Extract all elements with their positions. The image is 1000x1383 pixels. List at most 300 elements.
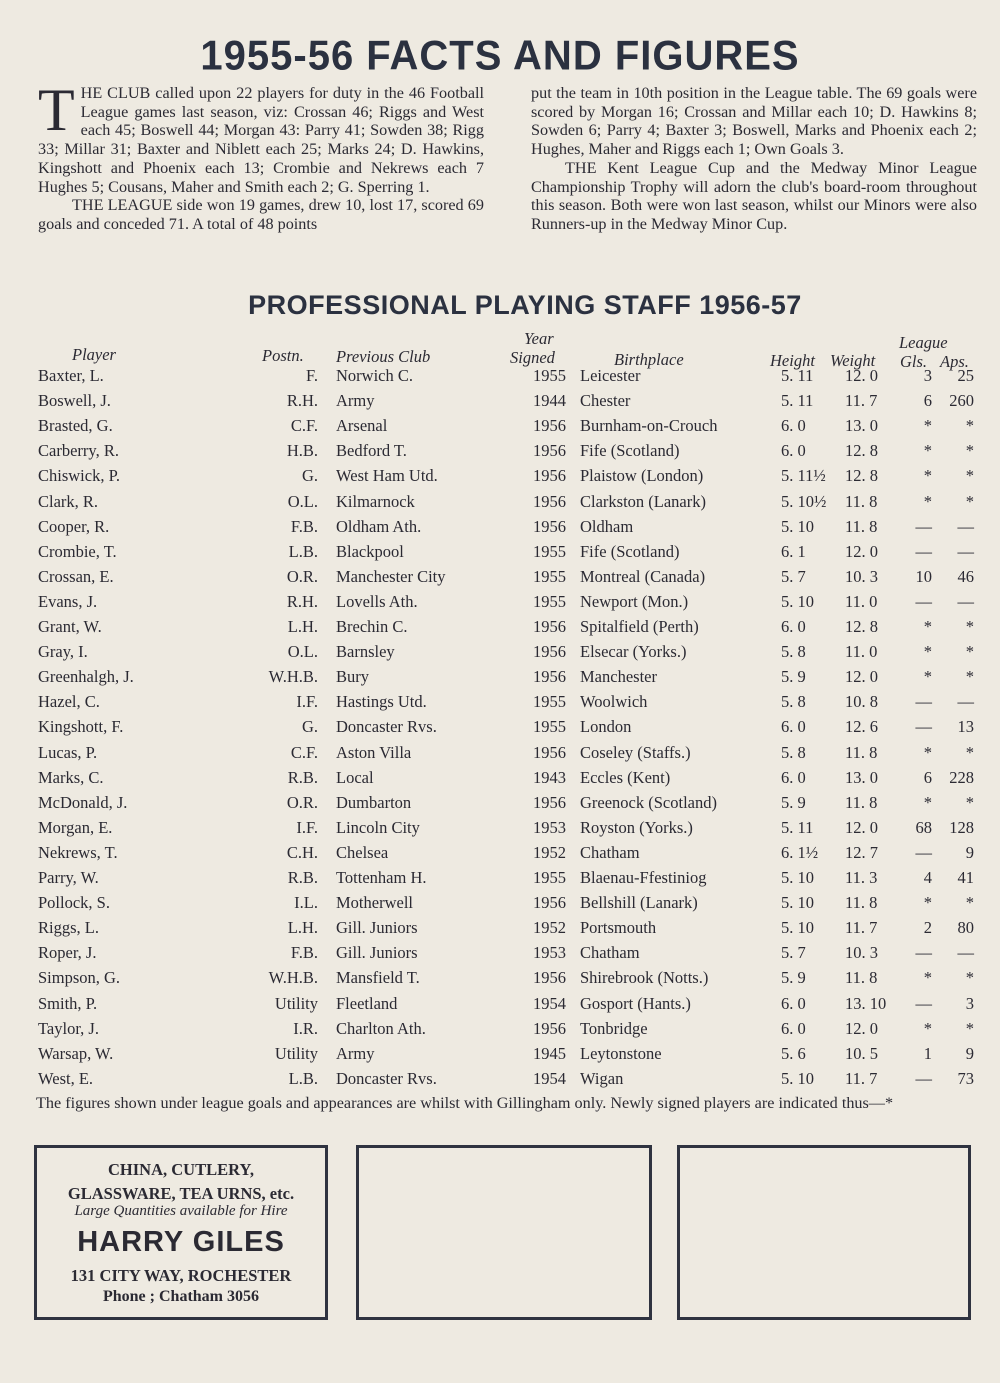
player-league-appearances: 46	[957, 566, 974, 586]
player-league-goals: —	[915, 842, 932, 862]
player-league-goals: *	[923, 642, 932, 662]
player-year-signed: 1956	[533, 617, 566, 636]
player-year-signed: 1955	[533, 366, 566, 385]
player-league-appearances: 260	[949, 391, 974, 411]
player-year-signed: 1956	[533, 516, 566, 536]
player-league-appearances: 9	[965, 842, 974, 862]
player-league-appearances: *	[965, 1018, 974, 1038]
player-league-goals: *	[923, 968, 932, 988]
player-birthplace: Fife (Scotland)	[580, 441, 680, 461]
player-league-goals: —	[915, 717, 932, 737]
player-previous-club: Arsenal	[336, 416, 388, 436]
header-player: Player	[72, 345, 116, 364]
player-previous-club: Hastings Utd.	[336, 692, 427, 712]
advert-box-blank-middle	[356, 1145, 652, 1320]
player-league-appearances: —	[957, 591, 974, 611]
player-year-signed: 1953	[533, 943, 566, 963]
player-name: Baxter, L.	[38, 366, 104, 385]
player-year-signed: 1956	[533, 893, 566, 913]
player-previous-club: Local	[336, 767, 374, 787]
player-name: Grant, W.	[38, 617, 102, 636]
player-year-signed: 1955	[533, 541, 566, 561]
player-position: C.H.	[286, 842, 318, 862]
header-previous-club: Previous Club	[336, 347, 431, 366]
player-league-appearances: *	[965, 416, 974, 436]
player-league-appearances: *	[965, 617, 974, 636]
player-birthplace: Eccles (Kent)	[580, 767, 671, 787]
intro-paragraph-trophies: THE Kent League Cup and the Medway Minor League Championship Trophy will adorn the club's board-room throughout this season. Both were won last season, whilst our Minors were also Runners-up in the Medway Minor Cup.	[531, 158, 977, 233]
player-position: O.R.	[286, 566, 318, 586]
player-position: L.B.	[288, 1068, 318, 1088]
advert-business-name: HARRY GILES	[77, 1226, 285, 1258]
player-weight: 11. 8	[845, 893, 878, 913]
player-name: Riggs, L.	[38, 918, 99, 938]
player-league-goals: —	[915, 993, 932, 1013]
player-birthplace: Gosport (Hants.)	[580, 993, 691, 1013]
player-year-signed: 1956	[533, 466, 566, 486]
player-name: Evans, J.	[38, 591, 98, 611]
player-previous-club: Blackpool	[336, 541, 404, 561]
table-row	[0, 416, 1000, 441]
player-weight: 11. 7	[845, 918, 878, 938]
player-position: G.	[301, 717, 318, 737]
advert-line-china: CHINA, CUTLERY,	[108, 1160, 254, 1179]
player-position: L.H.	[287, 918, 318, 938]
player-name: West, E.	[38, 1068, 94, 1088]
player-position: R.H.	[286, 391, 318, 411]
player-league-goals: —	[915, 692, 932, 712]
player-weight: 10. 3	[845, 943, 878, 963]
player-birthplace: Portsmouth	[580, 918, 657, 938]
player-height: 6. 1	[781, 541, 806, 561]
table-row	[0, 667, 1000, 692]
player-weight: 12. 0	[845, 1018, 878, 1038]
player-position: C.F.	[290, 742, 318, 762]
table-row	[0, 818, 1000, 843]
table-row	[0, 567, 1000, 592]
player-year-signed: 1953	[533, 817, 566, 837]
player-weight: 12. 8	[845, 617, 878, 636]
player-weight: 11. 8	[845, 968, 878, 988]
player-name: Greenhalgh, J.	[38, 667, 134, 687]
player-height: 5. 10	[781, 893, 814, 913]
advert-box-blank-right	[677, 1145, 971, 1320]
player-league-goals: *	[923, 416, 932, 436]
player-previous-club: Tottenham H.	[336, 868, 427, 887]
player-name: Hazel, C.	[38, 692, 100, 712]
player-height: 5. 6	[781, 1043, 806, 1063]
player-league-goals: 2	[923, 918, 932, 938]
header-year: Year	[524, 329, 554, 348]
player-birthplace: Leicester	[580, 366, 641, 385]
player-weight: 13. 0	[845, 416, 878, 436]
player-league-appearances: *	[965, 466, 974, 486]
player-previous-club: Doncaster Rvs.	[336, 1068, 437, 1088]
player-weight: 12. 7	[845, 842, 878, 862]
player-league-appearances: *	[965, 642, 974, 662]
player-height: 5. 11	[781, 366, 814, 385]
player-position: R.B.	[287, 868, 318, 887]
player-height: 5. 8	[781, 642, 806, 662]
player-weight: 11. 8	[845, 742, 878, 762]
player-height: 5. 9	[781, 968, 806, 988]
player-previous-club: Barnsley	[336, 642, 395, 662]
player-name: Morgan, E.	[38, 817, 113, 837]
player-height: 5. 11	[781, 817, 814, 837]
player-position: R.B.	[287, 767, 318, 787]
player-league-appearances: —	[957, 692, 974, 712]
player-birthplace: Fife (Scotland)	[580, 541, 680, 561]
player-position: I.L.	[294, 893, 318, 913]
player-birthplace: Chatham	[580, 842, 640, 862]
table-row	[0, 893, 1000, 918]
table-row	[0, 1044, 1000, 1069]
player-league-appearances: 228	[949, 767, 974, 787]
player-name: Roper, J.	[38, 943, 97, 963]
player-previous-club: Bury	[336, 667, 369, 687]
player-birthplace: Clarkston (Lanark)	[580, 491, 706, 511]
player-position: L.H.	[287, 617, 318, 636]
player-position: C.F.	[290, 416, 318, 436]
staff-title: PROFESSIONAL PLAYING STAFF 1956-57	[248, 290, 802, 320]
player-name: Gray, I.	[38, 642, 88, 662]
player-name: Crossan, E.	[38, 566, 114, 586]
player-year-signed: 1955	[533, 692, 566, 712]
player-previous-club: Motherwell	[336, 893, 413, 913]
player-league-goals: *	[923, 441, 932, 461]
player-height: 5. 8	[781, 692, 806, 712]
player-weight: 10. 5	[845, 1043, 878, 1063]
player-league-goals: 3	[923, 366, 932, 385]
player-position: W.H.B.	[268, 968, 318, 988]
player-name: Pollock, S.	[38, 893, 110, 913]
player-position: W.H.B.	[268, 667, 318, 687]
player-league-appearances: 80	[957, 918, 974, 938]
player-birthplace: Chester	[580, 391, 631, 411]
player-previous-club: Manchester City	[336, 566, 446, 586]
player-weight: 12. 6	[845, 717, 878, 737]
advert-line-hire: Large Quantities available for Hire	[74, 1203, 288, 1219]
player-position: I.F.	[296, 817, 318, 837]
player-league-goals: *	[923, 742, 932, 762]
player-height: 6. 0	[781, 767, 806, 787]
table-row	[0, 793, 1000, 818]
player-year-signed: 1956	[533, 792, 566, 812]
player-weight: 11. 0	[845, 591, 878, 611]
table-row	[0, 717, 1000, 742]
header-height: Height	[770, 351, 815, 370]
player-league-goals: *	[923, 792, 932, 812]
player-height: 5. 10	[781, 516, 814, 536]
header-weight: Weight	[830, 351, 876, 370]
player-height: 6. 0	[781, 993, 806, 1013]
player-name: Marks, C.	[38, 767, 104, 787]
player-previous-club: Dumbarton	[336, 792, 412, 812]
player-league-goals: 68	[915, 817, 932, 837]
player-birthplace: Blaenau-Ffestiniog	[580, 868, 707, 887]
player-position: H.B.	[286, 441, 318, 461]
player-previous-club: Oldham Ath.	[336, 516, 422, 536]
player-birthplace: Tonbridge	[580, 1018, 648, 1038]
table-row	[0, 843, 1000, 868]
player-weight: 12. 8	[845, 466, 878, 486]
player-name: Warsap, W.	[38, 1043, 114, 1063]
header-league: League	[899, 333, 948, 352]
player-position: G.	[301, 466, 318, 486]
player-league-appearances: *	[965, 667, 974, 687]
player-name: Cooper, R.	[38, 516, 110, 536]
player-height: 5. 10½	[781, 491, 827, 511]
player-league-appearances: 73	[957, 1068, 974, 1088]
player-position: F.B.	[290, 943, 318, 963]
player-height: 6. 0	[781, 617, 806, 636]
player-name: Smith, P.	[38, 993, 98, 1013]
player-height: 5. 10	[781, 868, 814, 887]
player-league-goals: *	[923, 1018, 932, 1038]
player-position: O.L.	[287, 491, 318, 511]
intro-paragraph-league: THE LEAGUE side won 19 games, drew 10, lost 17, scored 69 goals and conceded 71. A total of 48 points	[38, 196, 484, 233]
player-year-signed: 1944	[533, 391, 566, 411]
player-birthplace: Plaistow (London)	[580, 466, 704, 486]
table-row	[0, 517, 1000, 542]
table-row	[0, 391, 1000, 416]
player-previous-club: Army	[336, 391, 375, 411]
player-birthplace: Wigan	[580, 1068, 624, 1088]
player-height: 5. 10	[781, 591, 814, 611]
player-weight: 11. 8	[845, 792, 878, 812]
header-goals: Gls.	[900, 352, 928, 371]
player-previous-club: Chelsea	[336, 842, 389, 862]
player-previous-club: Brechin C.	[336, 617, 408, 636]
player-league-goals: 4	[923, 868, 932, 887]
player-year-signed: 1956	[533, 416, 566, 436]
player-previous-club: Kilmarnock	[336, 491, 415, 511]
player-birthplace: Bellshill (Lanark)	[580, 893, 698, 913]
player-birthplace: Montreal (Canada)	[580, 566, 706, 586]
player-year-signed: 1945	[533, 1043, 566, 1063]
table-row	[0, 466, 1000, 491]
player-year-signed: 1956	[533, 968, 566, 988]
player-previous-club: Lovells Ath.	[336, 591, 418, 611]
player-year-signed: 1955	[533, 566, 566, 586]
player-previous-club: West Ham Utd.	[336, 466, 438, 486]
player-league-appearances: —	[957, 541, 974, 561]
player-year-signed: 1952	[533, 842, 566, 862]
player-league-appearances: 41	[957, 868, 974, 887]
table-row	[0, 994, 1000, 1019]
table-row	[0, 968, 1000, 993]
intro-paragraph-goals: put the team in 10th position in the League table. The 69 goals were scored by Morgan 16; Crossan and Millar each 10; D. Hawkins 8; Sowden 6; Parry 4; Baxter 3; Boswell, Marks and Phoenix each 2; Hughes, Maher and Riggs each 1; Own Goals 3.	[531, 84, 977, 159]
player-birthplace: London	[580, 717, 632, 737]
player-name: Clark, R.	[38, 491, 99, 511]
player-birthplace: Woolwich	[580, 692, 648, 712]
player-league-goals: —	[915, 591, 932, 611]
player-height: 5. 10	[781, 918, 814, 938]
player-height: 6. 1½	[781, 842, 819, 862]
player-year-signed: 1956	[533, 441, 566, 461]
table-row	[0, 1019, 1000, 1044]
player-position: L.B.	[288, 541, 318, 561]
player-previous-club: Charlton Ath.	[336, 1018, 426, 1038]
player-league-goals: 6	[923, 767, 932, 787]
player-birthplace: Royston (Yorks.)	[580, 817, 693, 837]
player-position: I.F.	[296, 692, 318, 712]
player-height: 5. 7	[781, 943, 806, 963]
player-league-appearances: *	[965, 968, 974, 988]
table-row	[0, 492, 1000, 517]
player-previous-club: Army	[336, 1043, 375, 1063]
player-weight: 12. 0	[845, 541, 878, 561]
player-birthplace: Coseley (Staffs.)	[580, 742, 691, 762]
player-league-goals: *	[923, 466, 932, 486]
player-birthplace: Oldham	[580, 516, 634, 536]
player-league-goals: *	[923, 667, 932, 687]
player-previous-club: Gill. Juniors	[336, 918, 418, 938]
player-name: Lucas, P.	[38, 742, 98, 762]
player-year-signed: 1955	[533, 868, 566, 887]
player-birthplace: Burnham-on-Crouch	[580, 416, 718, 436]
player-year-signed: 1954	[533, 993, 566, 1013]
player-name: Kingshott, F.	[38, 717, 124, 737]
player-name: McDonald, J.	[38, 792, 128, 812]
player-name: Crombie, T.	[38, 541, 117, 561]
player-year-signed: 1954	[533, 1068, 566, 1088]
player-league-appearances: *	[965, 742, 974, 762]
player-previous-club: Lincoln City	[336, 817, 420, 837]
player-birthplace: Shirebrook (Notts.)	[580, 968, 709, 988]
player-league-goals: 10	[915, 566, 932, 586]
player-year-signed: 1955	[533, 717, 566, 737]
player-year-signed: 1943	[533, 767, 566, 787]
player-weight: 12. 8	[845, 441, 878, 461]
player-league-goals: —	[915, 943, 932, 963]
player-name: Taylor, J.	[38, 1018, 99, 1038]
player-league-appearances: 25	[957, 366, 974, 385]
player-weight: 11. 7	[845, 391, 878, 411]
player-previous-club: Fleetland	[336, 993, 398, 1013]
footnote: The figures shown under league goals and appearances are whilst with Gillingham only. Newly signed players are indicated thus—*	[36, 1094, 894, 1112]
player-previous-club: Aston Villa	[336, 742, 412, 762]
table-row	[0, 642, 1000, 667]
player-name: Brasted, G.	[38, 416, 113, 436]
table-row	[0, 366, 1000, 391]
player-weight: 13. 0	[845, 767, 878, 787]
player-year-signed: 1952	[533, 918, 566, 938]
player-weight: 11. 7	[845, 1068, 878, 1088]
player-weight: 12. 0	[845, 366, 878, 385]
player-position: Utility	[274, 993, 318, 1013]
intro-left-column	[38, 77, 484, 234]
player-name: Boswell, J.	[38, 391, 111, 411]
player-height: 5. 9	[781, 792, 806, 812]
player-league-appearances: —	[957, 943, 974, 963]
player-birthplace: Spitalfield (Perth)	[580, 617, 699, 636]
player-league-goals: *	[923, 617, 932, 636]
player-birthplace: Newport (Mon.)	[580, 591, 689, 611]
player-name: Carberry, R.	[38, 441, 119, 461]
table-row	[0, 1069, 1000, 1094]
player-league-appearances: 3	[965, 993, 974, 1013]
advert-address: 131 CITY WAY, ROCHESTER	[70, 1266, 292, 1285]
player-year-signed: 1956	[533, 667, 566, 687]
table-row	[0, 743, 1000, 768]
player-league-goals: 6	[923, 391, 932, 411]
player-height: 5. 11	[781, 391, 814, 411]
player-height: 6. 0	[781, 1018, 806, 1038]
player-league-appearances: *	[965, 441, 974, 461]
player-height: 6. 0	[781, 441, 806, 461]
player-league-goals: *	[923, 491, 932, 511]
header-birthplace: Birthplace	[614, 350, 684, 369]
player-height: 5. 8	[781, 742, 806, 762]
page-title: 1955-56 FACTS AND FIGURES	[200, 32, 800, 80]
table-row	[0, 943, 1000, 968]
player-position: Utility	[274, 1043, 318, 1063]
player-birthplace: Chatham	[580, 943, 640, 963]
header-position: Postn.	[262, 346, 304, 365]
player-weight: 10. 3	[845, 566, 878, 586]
table-row	[0, 542, 1000, 567]
player-position: O.L.	[287, 642, 318, 662]
player-name: Simpson, G.	[38, 968, 121, 988]
player-previous-club: Mansfield T.	[336, 968, 420, 988]
player-league-goals: —	[915, 541, 932, 561]
player-birthplace: Leytonstone	[580, 1043, 662, 1063]
player-year-signed: 1956	[533, 742, 566, 762]
player-year-signed: 1956	[533, 491, 566, 511]
header-appearances: Aps.	[940, 352, 969, 371]
table-row	[0, 918, 1000, 943]
player-league-appearances: *	[965, 792, 974, 812]
player-weight: 11. 0	[845, 642, 878, 662]
player-weight: 13. 10	[845, 993, 887, 1013]
table-row	[0, 868, 1000, 893]
player-previous-club: Norwich C.	[336, 366, 413, 385]
intro-paragraph-appearances: HE CLUB called upon 22 players for duty in the 46 Football League games last season, viz: Crossan 46; Riggs and West each 45; Boswell 44; Morgan 43: Parry 41; Sowden 38; Rigg 33; Millar 31; Baxter and Niblett each 25; Marks 24; D. Hawkins, Kingshott and Phoenix each 13; Crombie and Nekrews each 7 Hughes 5; Cousans, Maher and Smith each 2; G. Sperring 1.	[38, 84, 484, 196]
player-position: O.R.	[286, 792, 318, 812]
player-weight: 11. 8	[845, 491, 878, 511]
player-birthplace: Greenock (Scotland)	[580, 792, 717, 812]
header-signed: Signed	[510, 348, 555, 367]
player-previous-club: Gill. Juniors	[336, 943, 418, 963]
player-position: R.H.	[286, 591, 318, 611]
player-weight: 11. 3	[845, 868, 878, 887]
advert-line-glassware: GLASSWARE, TEA URNS, etc.	[67, 1184, 295, 1203]
table-row	[0, 617, 1000, 642]
player-previous-club: Bedford T.	[336, 441, 407, 461]
player-weight: 12. 0	[845, 667, 878, 687]
player-year-signed: 1955	[533, 591, 566, 611]
drop-cap: T	[38, 77, 75, 143]
player-league-appearances: 9	[965, 1043, 974, 1063]
player-league-appearances: 128	[949, 817, 974, 837]
player-year-signed: 1956	[533, 1018, 566, 1038]
player-height: 6. 0	[781, 416, 806, 436]
player-league-goals: *	[923, 893, 932, 913]
player-weight: 11. 8	[845, 516, 878, 536]
table-row	[0, 441, 1000, 466]
player-height: 5. 9	[781, 667, 806, 687]
player-weight: 12. 0	[845, 817, 878, 837]
player-height: 5. 10	[781, 1068, 814, 1088]
player-league-goals: —	[915, 1068, 932, 1088]
player-league-appearances: *	[965, 893, 974, 913]
table-row	[0, 592, 1000, 617]
player-year-signed: 1956	[533, 642, 566, 662]
table-row	[0, 692, 1000, 717]
player-birthplace: Manchester	[580, 667, 657, 687]
intro-right-column	[531, 84, 977, 234]
